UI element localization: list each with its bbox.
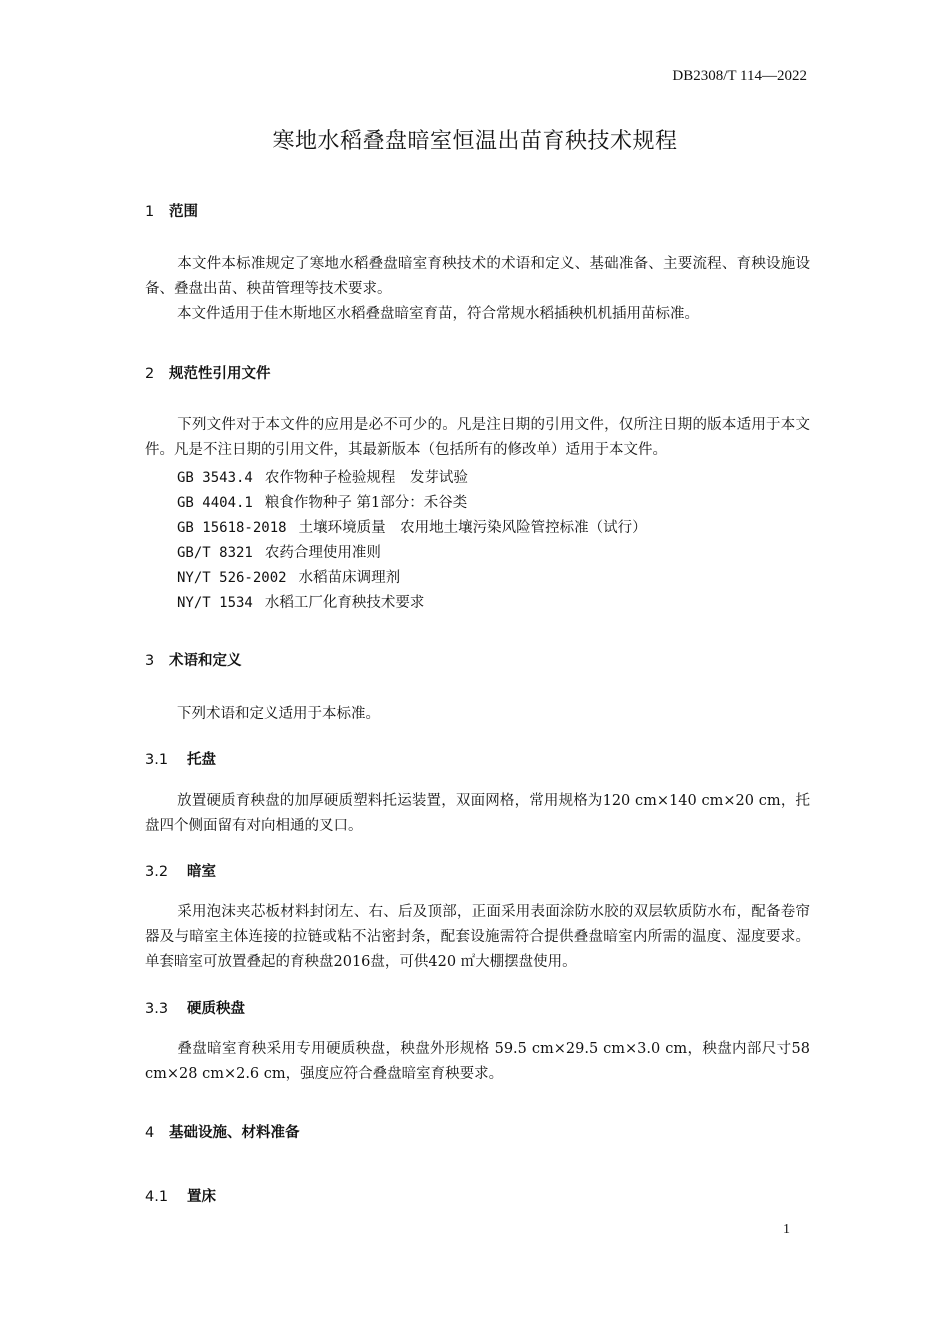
section-number: 2 (145, 366, 155, 382)
reference-code: NY/T 1534 (177, 595, 253, 611)
paragraph-text: 本文件本标准规定了寒地水稻叠盘暗室育秧技术的术语和定义、基础准备、主要流程、育秧设施设备、叠盘出苗、秧苗管理等技术要求。 (145, 256, 810, 297)
reference-name: 土壤环境质量 农用地土壤污染风险管控标准（试行） (298, 520, 647, 536)
section-title: 规范性引用文件 (169, 366, 271, 382)
reference-name: 水稻苗床调理剂 (298, 570, 401, 586)
reference-name: 粮食作物种子 第1部分：禾谷类 (264, 495, 468, 511)
reference-name: 水稻工厂化育秧技术要求 (264, 595, 425, 611)
section-title: 硬质秧盘 (187, 1001, 245, 1017)
reference-item (177, 491, 467, 512)
document-title: 寒地水稻叠盘暗室恒温出苗育秧技术规程 (272, 129, 678, 154)
section-3-heading (145, 649, 242, 670)
reference-code: GB/T 8321 (177, 545, 253, 561)
section-title: 范围 (169, 204, 198, 220)
section-number: 3 (145, 653, 155, 669)
section-title: 暗室 (187, 864, 216, 880)
section-1-heading (145, 200, 198, 221)
section-3-2-paragraph (145, 900, 810, 975)
reference-item (177, 566, 400, 587)
document-code: DB2308/T 114—2022 (672, 68, 807, 84)
section-number: 4 (145, 1125, 155, 1141)
reference-code: GB 4404.1 (177, 495, 253, 511)
paragraph-text: 放置硬质育秧盘的加厚硬质塑料托运装置，双面网格，常用规格为120 cm×140 cm×20 cm，托盘四个侧面留有对向相通的叉口。 (145, 793, 810, 834)
paragraph-text: 下列术语和定义适用于本标准。 (177, 706, 380, 722)
reference-item (177, 591, 424, 612)
section-number: 3.1 (145, 752, 169, 768)
section-title: 术语和定义 (169, 653, 242, 669)
section-3-2-heading (145, 860, 216, 881)
section-1-paragraph-1 (145, 252, 810, 302)
reference-code: GB 15618-2018 (177, 520, 287, 536)
reference-item (177, 466, 468, 487)
section-3-3-paragraph (145, 1037, 810, 1087)
paragraph-text: 下列文件对于本文件的应用是必不可少的。凡是注日期的引用文件，仅所注日期的版本适用于本文件。凡是不注日期的引用文件，其最新版本（包括所有的修改单）适用于本文件。 (145, 417, 810, 458)
section-3-paragraph-1 (145, 702, 810, 727)
reference-code: NY/T 526-2002 (177, 570, 287, 586)
section-number: 4.1 (145, 1189, 169, 1205)
section-4-heading (145, 1121, 300, 1142)
paragraph-text: 叠盘暗室育秧采用专用硬质秧盘，秧盘外形规格 59.5 cm×29.5 cm×3.0 cm，秧盘内部尺寸58 cm×28 cm×2.6 cm，强度应符合叠盘暗室育秧要求。 (145, 1041, 810, 1082)
section-number: 3.2 (145, 864, 169, 880)
section-2-paragraph-1 (145, 413, 810, 463)
paragraph-text: 本文件适用于佳木斯地区水稻叠盘暗室育苗，符合常规水稻插秧机机插用苗标准。 (177, 306, 699, 322)
page-number: 1 (783, 1222, 790, 1237)
section-4-1-heading (145, 1185, 216, 1206)
paragraph-text: 采用泡沫夹芯板材料封闭左、右、后及顶部，正面采用表面涂防水胶的双层软质防水布，配备卷帘器及与暗室主体连接的拉链或粘不沾密封条，配套设施需符合提供叠盘暗室内所需的温度、湿度要求。单套暗室可放置叠起的育秧盘2016盘，可供420 ㎡大棚摆盘使用。 (145, 904, 810, 970)
section-title: 基础设施、材料准备 (169, 1125, 300, 1141)
section-number: 1 (145, 204, 155, 220)
reference-item (177, 516, 647, 537)
section-number: 3.3 (145, 1001, 169, 1017)
reference-name: 农作物种子检验规程 发芽试验 (264, 470, 468, 486)
section-title: 置床 (187, 1189, 216, 1205)
section-3-1-heading (145, 748, 216, 769)
reference-code: GB 3543.4 (177, 470, 253, 486)
section-1-paragraph-2 (145, 302, 810, 327)
section-title: 托盘 (187, 752, 216, 768)
section-2-heading (145, 362, 271, 383)
reference-name: 农药合理使用准则 (264, 545, 381, 561)
reference-item (177, 541, 381, 562)
section-3-1-paragraph (145, 789, 810, 839)
section-3-3-heading (145, 997, 245, 1018)
